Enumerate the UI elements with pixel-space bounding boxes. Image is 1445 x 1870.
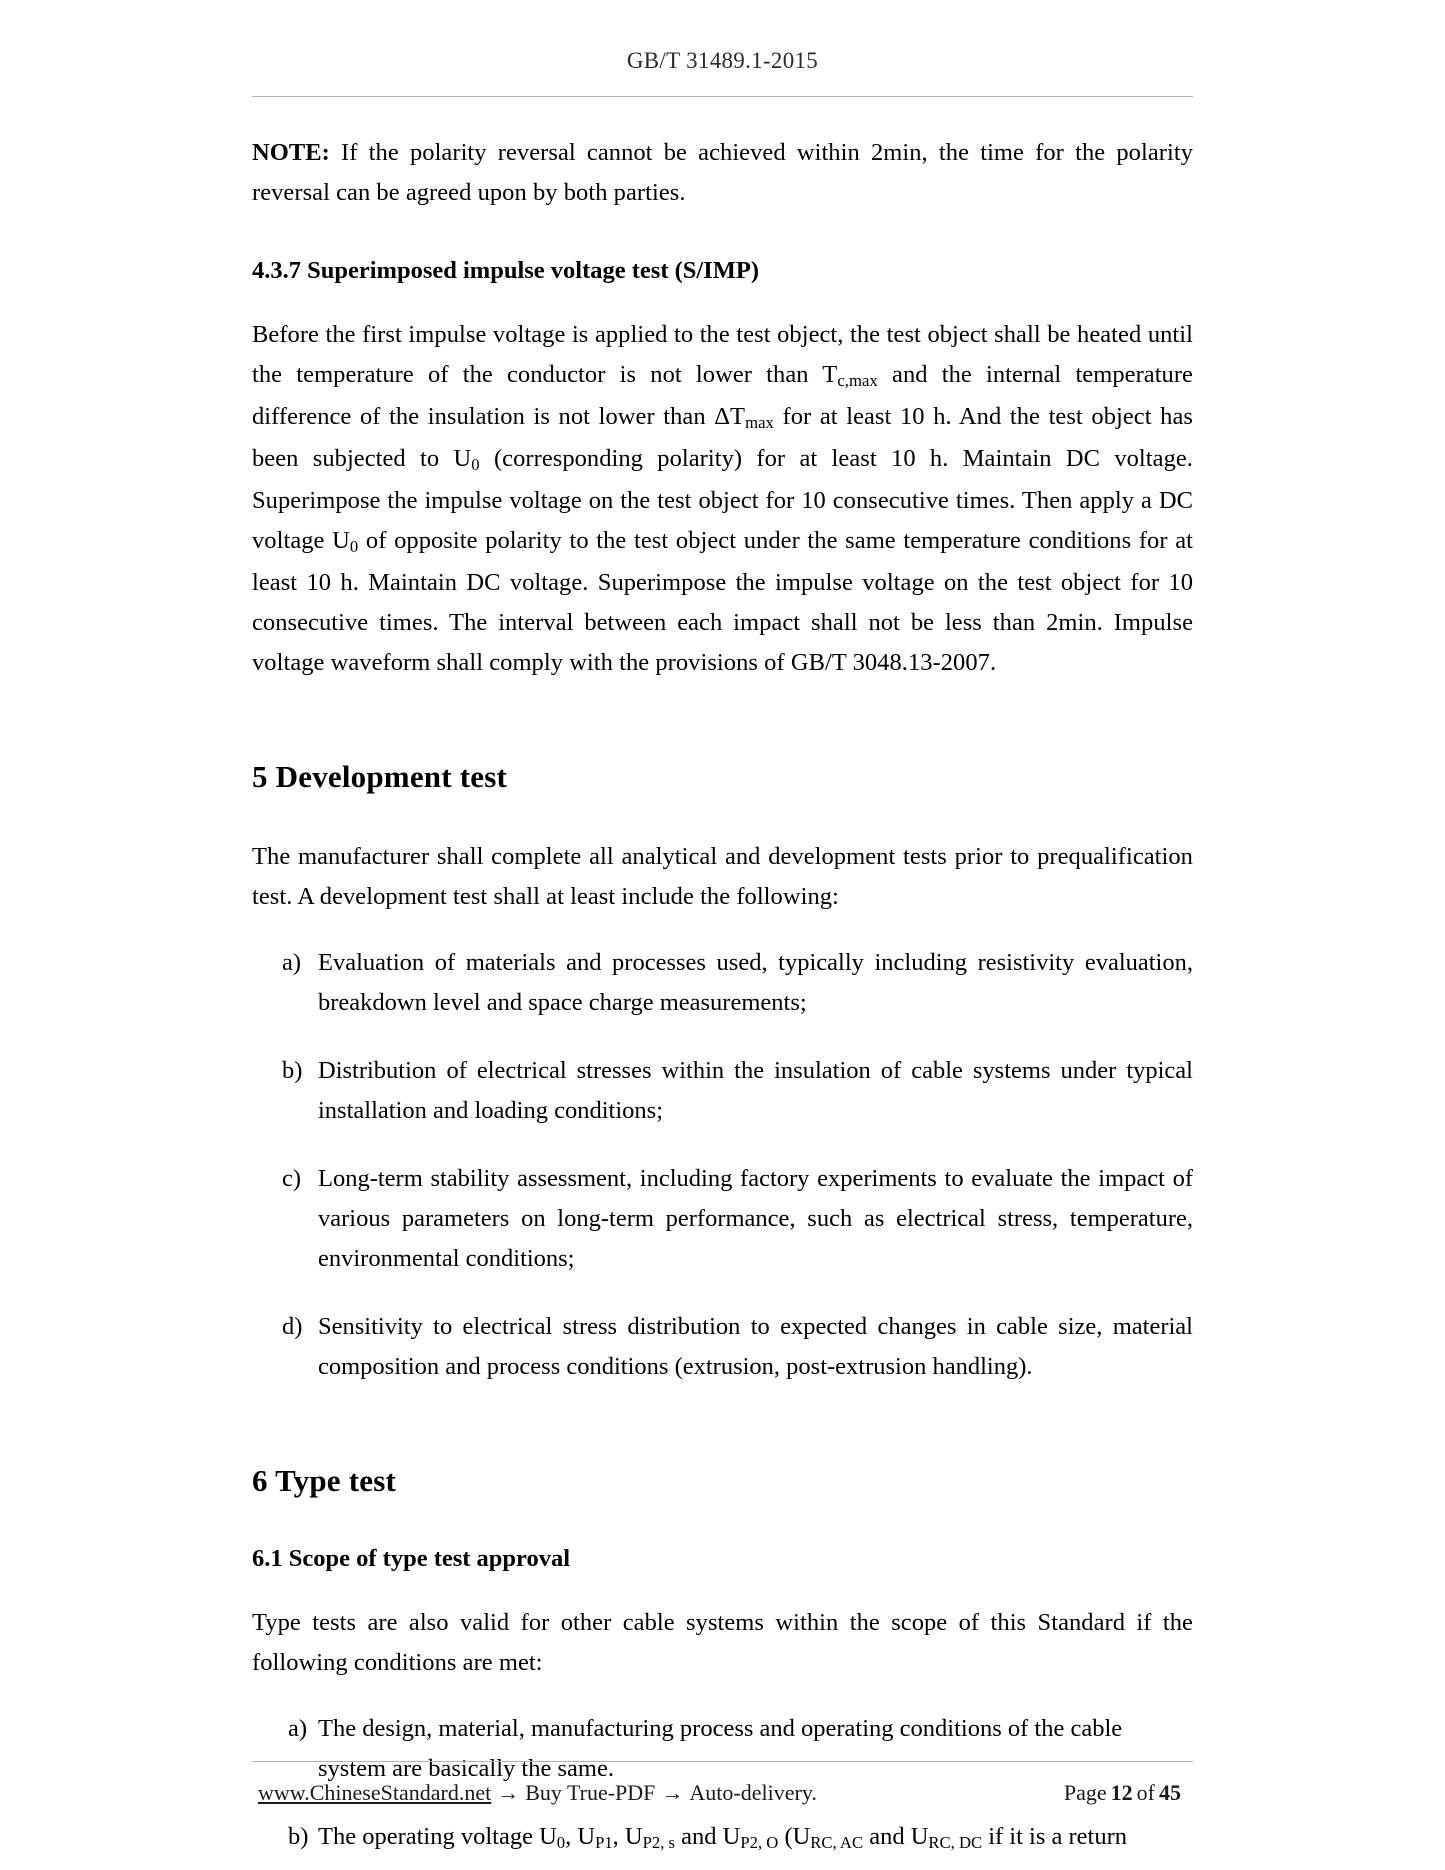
list-item	[252, 1817, 1193, 1859]
document-body	[252, 97, 1193, 1859]
subscript-p2-s: P2, s	[642, 1833, 676, 1853]
spacer	[252, 917, 1193, 943]
text-part: for at least 10 h. And the test object has been subjected to U	[252, 403, 1193, 472]
list-marker: b)	[288, 1823, 309, 1850]
list-item	[252, 1307, 1193, 1387]
note-label: NOTE:	[252, 139, 330, 166]
list-marker: a)	[288, 1715, 308, 1742]
list-item	[252, 943, 1193, 1023]
list-item-text: Sensitivity to electrical stress distribution to expected changes in cable size, material composition and process conditions (extrusion, post-extrusion handling).	[318, 1313, 1193, 1380]
list-item	[252, 1051, 1193, 1131]
spacer	[252, 1501, 1193, 1541]
text-part: Before the first impulse voltage is applied to the test object, the test object shall be heated until the temperature of the conductor is not lower than T	[252, 321, 1193, 388]
delivery-label: Auto-delivery.	[689, 1780, 817, 1805]
of-label: of	[1136, 1780, 1155, 1805]
spacer	[252, 1577, 1193, 1603]
page-footer	[252, 1761, 1193, 1806]
text-part: (corresponding polarity) for at least 10 h. Maintain DC voltage. Superimpose the impulse voltage on the test object for 10 consecutive times. Then apply a DC voltage U	[252, 445, 1193, 554]
arrow-icon: →	[497, 1780, 520, 1805]
list-item-text: The design, material, manufacturing process and operating conditions of the cable system are basically the same.	[318, 1715, 1123, 1782]
spacer	[252, 289, 1193, 315]
list-item-text: Distribution of electrical stresses within the insulation of cable systems under typical installation and loading conditions;	[318, 1057, 1193, 1124]
text-part: and the internal temperature difference of the insulation is not lower than ΔT	[252, 361, 1193, 430]
subscript-zero: 0	[471, 455, 480, 475]
footer-row	[252, 1780, 1193, 1806]
website-link[interactable]: www.ChineseStandard.net	[258, 1780, 492, 1805]
total-page-number: 45	[1159, 1780, 1181, 1805]
list-marker: d)	[282, 1313, 303, 1340]
standard-number: GB/T 31489.1-2015	[626, 48, 819, 73]
note-text: If the polarity reversal cannot be achieved within 2min, the time for the polarity reversal can be agreed upon by both parties.	[252, 139, 1193, 206]
subscript-rc-dc: RC, DC	[928, 1833, 983, 1853]
arrow-icon: →	[661, 1780, 684, 1805]
text-part: The operating voltage U	[318, 1823, 557, 1850]
spacer	[252, 1683, 1193, 1709]
page-label: Page	[1063, 1780, 1107, 1805]
subscript-c-max: c,max	[837, 371, 878, 391]
list-item-text: Long-term stability assessment, including factory experiments to evaluate the impact of various parameters on long-term performance, such as electrical stress, temperature, environmental conditions;	[318, 1165, 1193, 1272]
footer-promo	[252, 1780, 1064, 1806]
subscript-zero: 0	[556, 1833, 566, 1853]
spacer	[252, 213, 1193, 253]
subscript-zero: 0	[349, 537, 359, 557]
list-marker: c)	[282, 1165, 302, 1192]
list-marker: a)	[282, 949, 302, 976]
current-page-number: 12	[1110, 1780, 1133, 1805]
text-part: , U	[565, 1823, 596, 1850]
paragraph-section-5-intro: The manufacturer shall complete all analytical and development tests prior to prequalification test. A development test shall at least include the following:	[252, 843, 1193, 910]
spacer	[252, 1387, 1193, 1461]
subscript-p1: P1	[595, 1833, 613, 1853]
spacer	[252, 797, 1193, 837]
spacer	[252, 683, 1193, 757]
buy-label: Buy True-PDF	[525, 1780, 656, 1805]
list-item-text	[318, 1817, 1193, 1859]
list-item	[252, 1159, 1193, 1279]
list-item-text: Evaluation of materials and processes used, typically including resistivity evaluation, breakdown level and space charge measurements;	[318, 949, 1193, 1016]
note-paragraph	[252, 131, 1193, 213]
list-marker: b)	[282, 1057, 303, 1084]
subscript-p2-o: P2, O	[740, 1833, 779, 1853]
heading-4-3-7: 4.3.7 Superimposed impulse voltage test (S/IMP)	[252, 257, 759, 284]
text-part: and U	[863, 1823, 929, 1850]
heading-6-1: 6.1 Scope of type test approval	[252, 1545, 571, 1572]
text-part: , U	[612, 1823, 643, 1850]
subscript-max: max	[745, 413, 774, 433]
text-part: if it is a return	[982, 1823, 1128, 1850]
footer-divider	[252, 1761, 1193, 1762]
page-header	[252, 0, 1193, 97]
heading-section-5: 5 Development test	[252, 759, 507, 794]
page-indicator	[1064, 1780, 1193, 1806]
text-part: and U	[675, 1823, 741, 1850]
text-part: (U	[778, 1823, 811, 1850]
paragraph-4-3-7	[252, 315, 1193, 683]
development-test-list	[252, 943, 1193, 1387]
subscript-rc-ac: RC, AC	[810, 1833, 864, 1853]
heading-section-6: 6 Type test	[252, 1463, 396, 1498]
paragraph-6-1-intro: Type tests are also valid for other cable systems within the scope of this Standard if the following conditions are met:	[252, 1609, 1193, 1676]
text-part: of opposite polarity to the test object under the same temperature conditions for at least 10 h. Maintain DC voltage. Superimpose the impulse voltage on the test object for 10 consecutive times. The interval between each impact shall not be less than 2min. Impulse voltage waveform shall comply with the provisions of GB/T 3048.13-2007.	[252, 527, 1193, 676]
